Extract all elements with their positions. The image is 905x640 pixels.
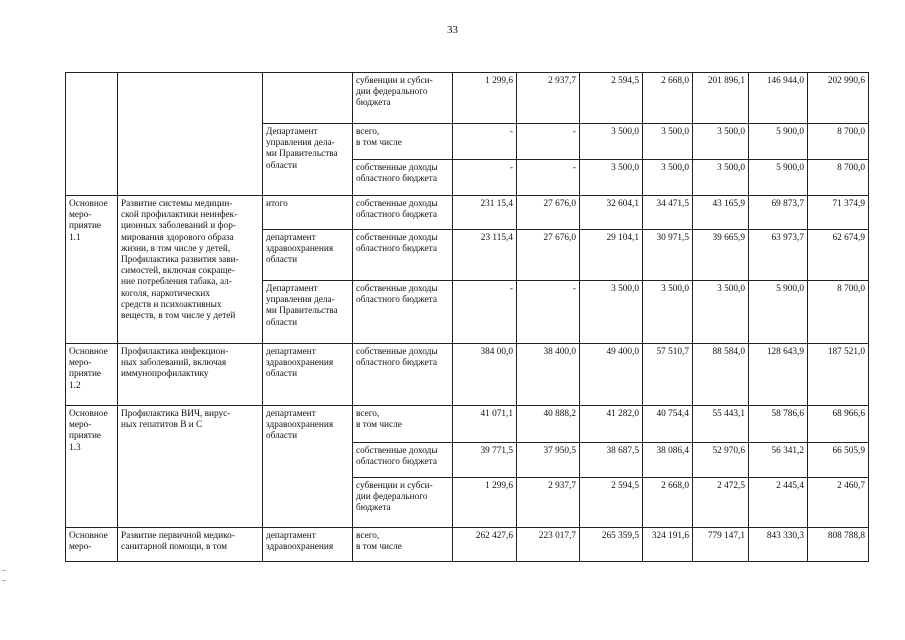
table-cell-value: -: [517, 281, 580, 344]
table-row: [66, 344, 869, 406]
table-cell-value: 3 500,0: [643, 124, 693, 160]
table-cell-text: департамент здравоохранения области: [263, 230, 353, 281]
budget-table: [65, 72, 869, 562]
table-cell-value: 2 445,4: [749, 478, 808, 528]
table-cell-value: 3 500,0: [693, 281, 749, 344]
table-cell-value: 1 299,6: [453, 73, 517, 124]
budget-table-body: [66, 73, 869, 562]
table-cell-text: Развитие системы медицин- ской профилактики неинфек- ционных заболеваний и фор- мирования здорового образа жизни, в том числе у детей, Профилактика развития зави- симостей, включая сокраще- ние потребления табака, ал- коголя, наркотических средств и психоактивных веществ, в том числе у детей: [118, 196, 263, 344]
table-cell-value: -: [517, 124, 580, 160]
table-cell-text: собственные доходы областного бюджета: [353, 160, 453, 196]
table-cell-value: 34 471,5: [643, 196, 693, 230]
table-cell-value: -: [453, 281, 517, 344]
table-cell-value: 1 299,6: [453, 478, 517, 528]
table-cell-value: 32 604,1: [580, 196, 643, 230]
table-cell-value: 2 594,5: [580, 478, 643, 528]
table-cell-value: 2 460,7: [808, 478, 869, 528]
table-cell-value: 3 500,0: [580, 160, 643, 196]
table-cell-value: 38 687,5: [580, 443, 643, 478]
table-cell-value: 2 594,5: [580, 73, 643, 124]
table-cell-text: Развитие первичной медико- санитарной помощи, в том: [118, 528, 263, 562]
table-cell-text: Основное меро- приятие 1.3: [66, 406, 118, 528]
table-cell-value: 2 937,7: [517, 73, 580, 124]
table-row: [66, 406, 869, 443]
table-cell-value: 39 771,5: [453, 443, 517, 478]
table-cell-value: 30 971,5: [643, 230, 693, 281]
table-cell-value: 3 500,0: [693, 160, 749, 196]
table-cell-value: 62 674,9: [808, 230, 869, 281]
table-cell-value: 55 443,1: [693, 406, 749, 443]
table-cell-value: 68 966,6: [808, 406, 869, 443]
table-cell-value: 3 500,0: [580, 124, 643, 160]
table-cell-value: 41 071,1: [453, 406, 517, 443]
table-cell-value: 49 400,0: [580, 344, 643, 406]
table-cell-value: 265 359,5: [580, 528, 643, 562]
table-cell-value: 40 888,2: [517, 406, 580, 443]
table-cell-value: 808 788,8: [808, 528, 869, 562]
table-cell-value: 8 700,0: [808, 281, 869, 344]
table-cell-text: департамент здравоохранения: [263, 528, 353, 562]
table-cell-value: 843 330,3: [749, 528, 808, 562]
table-cell-text: субвенции и субси- дии федерального бюджета: [353, 478, 453, 528]
table-cell-value: 201 896,1: [693, 73, 749, 124]
table-cell-text: собственные доходы областного бюджета: [353, 344, 453, 406]
table-cell-value: 3 500,0: [643, 281, 693, 344]
table-row: [66, 73, 869, 124]
table-cell-text: [263, 73, 353, 124]
table-cell-value: 8 700,0: [808, 124, 869, 160]
table-cell-value: 187 521,0: [808, 344, 869, 406]
table-cell-value: 2 668,0: [643, 478, 693, 528]
table-cell-value: 3 500,0: [693, 124, 749, 160]
table-cell-text: Основное меро-: [66, 528, 118, 562]
table-cell-value: -: [453, 124, 517, 160]
table-cell-text: [118, 73, 263, 196]
table-cell-value: -: [453, 160, 517, 196]
table-cell-value: 5 900,0: [749, 124, 808, 160]
table-cell-value: 3 500,0: [580, 281, 643, 344]
table-cell-text: департамент здравоохранения области: [263, 406, 353, 528]
table-cell-text: департамент здравоохранения области: [263, 344, 353, 406]
table-cell-value: 66 505,9: [808, 443, 869, 478]
table-cell-value: 146 944,0: [749, 73, 808, 124]
table-cell-text: Основное меро- приятие 1.1: [66, 196, 118, 344]
table-cell-value: 58 786,6: [749, 406, 808, 443]
table-cell-text: субвенции и субси- дии федерального бюджета: [353, 73, 453, 124]
table-cell-value: 8 700,0: [808, 160, 869, 196]
table-cell-text: собственные доходы областного бюджета: [353, 230, 453, 281]
table-cell-value: 88 584,0: [693, 344, 749, 406]
table-row: [66, 528, 869, 562]
table-cell-value: 69 873,7: [749, 196, 808, 230]
table-cell-value: 2 472,5: [693, 478, 749, 528]
table-cell-text: Профилактика ВИЧ, вирус- ных гепатитов В и С: [118, 406, 263, 528]
table-cell-value: 384 00,0: [453, 344, 517, 406]
table-cell-value: 5 900,0: [749, 160, 808, 196]
table-cell-value: 41 282,0: [580, 406, 643, 443]
table-cell-text: Профилактика инфекцион- ных заболеваний, включая иммунопрофилактику: [118, 344, 263, 406]
table-cell-text: собственные доходы областного бюджета: [353, 196, 453, 230]
table-cell-text: всего, в том числе: [353, 124, 453, 160]
table-cell-value: 56 341,2: [749, 443, 808, 478]
table-cell-text: всего, в том числе: [353, 528, 453, 562]
table-cell-value: 5 900,0: [749, 281, 808, 344]
table-cell-value: 23 115,4: [453, 230, 517, 281]
table-cell-value: 324 191,6: [643, 528, 693, 562]
table-cell-value: 3 500,0: [643, 160, 693, 196]
table-cell-value: 39 665,9: [693, 230, 749, 281]
table-cell-value: 57 510,7: [643, 344, 693, 406]
table-cell-value: 27 676,0: [517, 196, 580, 230]
table-cell-text: всего, в том числе: [353, 406, 453, 443]
table-cell-value: -: [517, 160, 580, 196]
table-cell-value: 37 950,5: [517, 443, 580, 478]
table-cell-value: 202 990,6: [808, 73, 869, 124]
table-cell-value: 262 427,6: [453, 528, 517, 562]
table-cell-value: 52 970,6: [693, 443, 749, 478]
table-cell-value: 38 400,0: [517, 344, 580, 406]
table-cell-value: 779 147,1: [693, 528, 749, 562]
table-cell-value: 38 086,4: [643, 443, 693, 478]
page-number: 33: [447, 24, 458, 36]
table-cell-text: Департамент управления дела- ми Правительства области: [263, 281, 353, 344]
table-cell-value: 40 754,4: [643, 406, 693, 443]
table-cell-value: 223 017,7: [517, 528, 580, 562]
table-cell-text: [66, 73, 118, 196]
table-cell-value: 128 643,9: [749, 344, 808, 406]
table-cell-text: собственные доходы областного бюджета: [353, 281, 453, 344]
table-cell-value: 43 165,9: [693, 196, 749, 230]
table-cell-value: 2 937,7: [517, 478, 580, 528]
table-cell-value: 231 15,4: [453, 196, 517, 230]
table-cell-text: итого: [263, 196, 353, 230]
margin-mark: – –: [2, 565, 7, 585]
table-row: [66, 196, 869, 230]
table-cell-text: Департамент управления дела- ми Правительства области: [263, 124, 353, 196]
table-cell-value: 63 973,7: [749, 230, 808, 281]
table-cell-value: 29 104,1: [580, 230, 643, 281]
table-cell-text: Основное меро- приятие 1.2: [66, 344, 118, 406]
table-cell-value: 71 374,9: [808, 196, 869, 230]
table-cell-text: собственные доходы областного бюджета: [353, 443, 453, 478]
table-cell-value: 2 668,0: [643, 73, 693, 124]
table-cell-value: 27 676,0: [517, 230, 580, 281]
